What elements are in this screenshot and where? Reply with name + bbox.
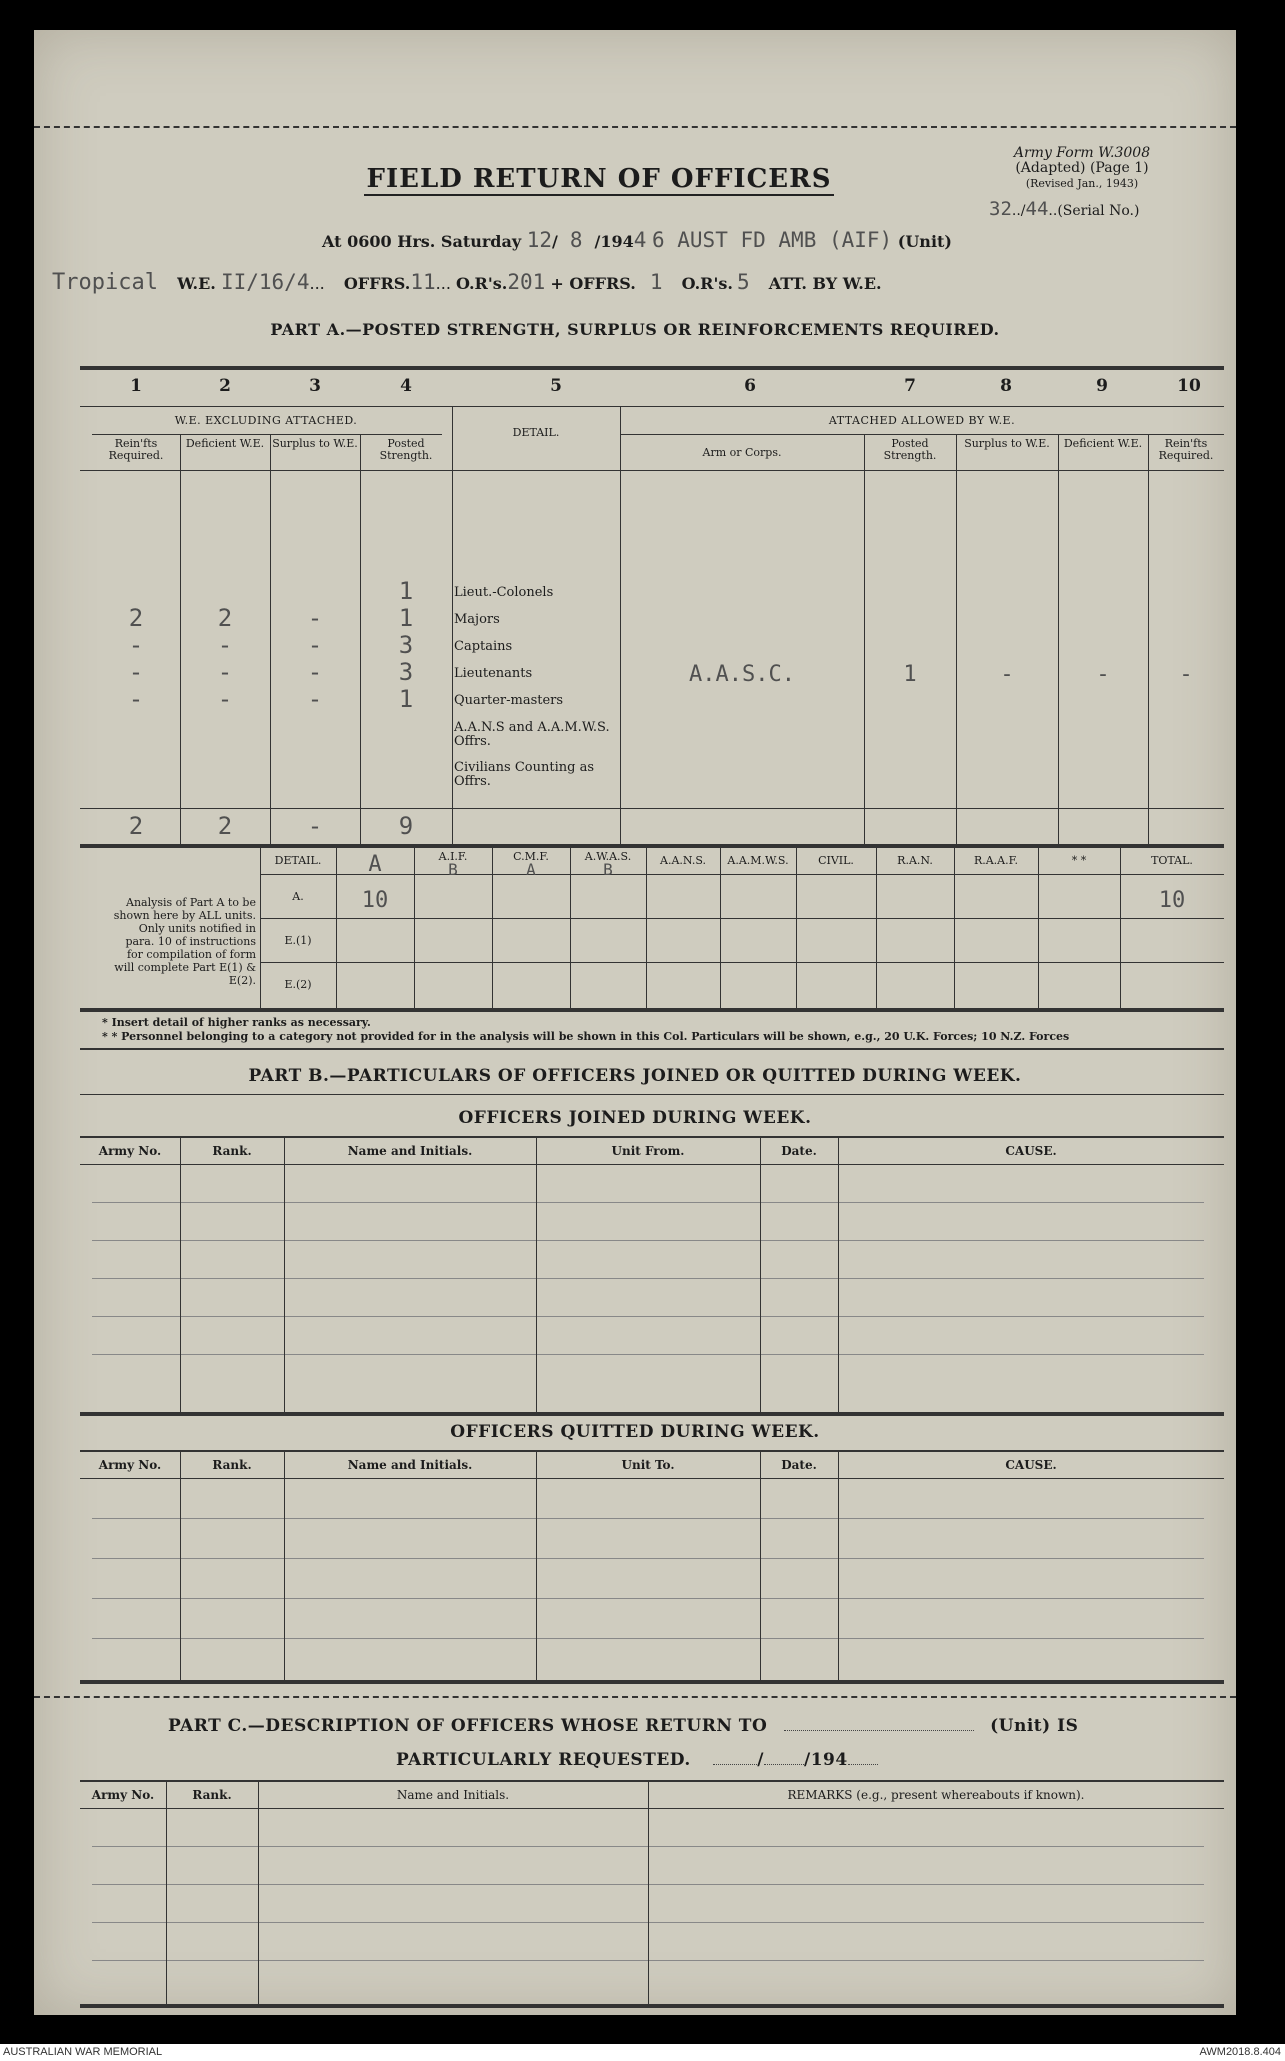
quitted-col-rank: Rank. — [212, 1458, 252, 1472]
joined-col-army-no: Army No. — [98, 1144, 162, 1158]
header-reinf: Rein'fts Required. — [108, 437, 164, 462]
year-digit: 4 — [633, 228, 647, 252]
part-c-day-blank — [713, 1764, 757, 1765]
analysis-col-cmf: C.M.F. — [513, 850, 549, 863]
part-c-col-army-no: Army No. — [91, 1788, 155, 1802]
tropical-stamp: Tropical — [52, 270, 158, 295]
archive-source: AUSTRALIAN WAR MEMORIAL — [3, 2046, 163, 2058]
cell-reinf: - — [128, 685, 144, 713]
rank-captains: Captains — [454, 639, 513, 654]
analysis-handwritten-a: A — [526, 860, 536, 879]
col-num-5: 5 — [550, 376, 562, 396]
part-a-heading: PART A.—POSTED STRENGTH, SURPLUS OR REINFORCEMENTS REQUIRED. — [270, 320, 1000, 339]
rank-quarter-masters: Quarter-masters — [454, 693, 564, 708]
cell-surplus: - — [307, 631, 323, 659]
cell-deficient: 2 — [217, 604, 233, 632]
rank-list — [454, 586, 620, 801]
adapted-note: (Adapted) (Page 1) — [1015, 160, 1149, 176]
row-majors — [80, 605, 452, 632]
joined-col-unit-from: Unit From. — [611, 1144, 685, 1158]
plus-offrs-label: + OFFRS. — [550, 274, 636, 293]
header-arm-corps: Arm or Corps. — [702, 446, 782, 459]
attached-reinf: - — [1179, 662, 1193, 687]
col-num-1: 1 — [130, 376, 142, 396]
analysis-col-aif: A.I.F. — [438, 850, 468, 863]
rank-lieutenants: Lieutenants — [454, 666, 533, 681]
column-numbers — [80, 376, 1224, 396]
analysis-col-aans: A.A.N.S. — [660, 854, 706, 867]
cell-surplus: - — [307, 658, 323, 686]
header-posted: Posted Strength. — [379, 437, 433, 462]
date-line: At 0600 Hrs. Saturday 12/ 8 /1944 6 AUST FD AMB (AIF) (Unit) — [322, 228, 952, 252]
col-num-3: 3 — [309, 376, 321, 396]
part-a-values — [80, 578, 452, 713]
part-c-line-1 — [168, 1716, 1078, 1736]
header-att-surplus: Surplus to W.E. — [964, 437, 1050, 450]
analysis-table — [80, 846, 1224, 1016]
cell-surplus: - — [307, 604, 323, 632]
attached-deficient: - — [1096, 662, 1110, 687]
part-c-cut-line — [34, 1696, 1236, 1698]
joined-heading: OFFICERS JOINED DURING WEEK. — [458, 1108, 812, 1128]
quitted-heading: OFFICERS QUITTED DURING WEEK. — [450, 1422, 820, 1442]
analysis-row-e2: E.(2) — [284, 978, 312, 991]
group-we-excluding: W.E. EXCLUDING ATTACHED. — [174, 414, 358, 427]
col-num-7: 7 — [904, 376, 916, 396]
detail-header: DETAIL. — [512, 426, 560, 439]
cell-surplus: - — [307, 685, 323, 713]
joined-table — [80, 1136, 1224, 1416]
quitted-col-army-no: Army No. — [98, 1458, 162, 1472]
col-num-10: 10 — [1177, 376, 1201, 396]
row-lieut-colonels — [80, 578, 452, 605]
unit-label: (Unit) — [897, 232, 952, 251]
footnote-1: * Insert detail of higher ranks as necessary. — [102, 1016, 371, 1029]
part-c-table — [80, 1780, 1224, 2010]
part-c-month-blank — [764, 1764, 804, 1765]
we-value: II/16/4 — [220, 270, 310, 294]
part-c-title: PART C.—DESCRIPTION OF OFFICERS WHOSE RETURN TO — [168, 1716, 768, 1736]
attached-arm: A.A.S.C. — [689, 662, 795, 687]
at-label: At 0600 Hrs. Saturday — [322, 232, 522, 251]
rank-civilians: Civilians Counting as Offrs. — [454, 760, 594, 789]
cell-reinf: 2 — [128, 604, 144, 632]
rank-majors: Majors — [454, 612, 500, 627]
joined-col-rank: Rank. — [212, 1144, 252, 1158]
analysis-a-total: 10 — [1158, 888, 1186, 913]
total-reinf: 2 — [128, 812, 144, 840]
total-deficient: 2 — [217, 812, 233, 840]
analysis-a-value: 10 — [361, 888, 389, 913]
col-num-6: 6 — [744, 376, 756, 396]
army-form-number: Army Form W.3008 — [1013, 145, 1151, 161]
att-label: ATT. BY W.E. — [768, 274, 882, 293]
cell-posted: 1 — [398, 577, 414, 605]
col-num-8: 8 — [1000, 376, 1012, 396]
ors-value: 201 — [507, 270, 546, 294]
header-surplus: Surplus to W.E. — [272, 437, 358, 450]
analysis-col-civil: CIVIL. — [818, 854, 854, 867]
quitted-col-unit-to: Unit To. — [621, 1458, 675, 1472]
analysis-col-other: * * — [1071, 854, 1087, 867]
part-c-col-name: Name and Initials. — [396, 1788, 510, 1802]
date-day: 12 — [526, 228, 552, 252]
serial-num: 32 — [989, 198, 1012, 220]
analysis-col-ran: R.A.N. — [897, 854, 933, 867]
serial-year: 44 — [1025, 198, 1049, 220]
archive-caption-bar — [0, 2044, 1285, 2061]
part-c-unit-blank — [784, 1730, 974, 1731]
ors-label: O.R's. — [455, 274, 508, 293]
analysis-handwritten-b: B — [448, 860, 458, 879]
offrs-value: 11 — [410, 270, 436, 294]
analysis-col-aamws: A.A.M.W.S. — [727, 854, 789, 867]
unit-name: 6 AUST FD AMB (AIF) — [651, 228, 893, 252]
part-c-year-blank — [848, 1764, 878, 1765]
att-ors-label: O.R's. — [681, 274, 733, 293]
date-month: 8 — [569, 228, 583, 252]
joined-col-date: Date. — [781, 1144, 817, 1158]
part-a-table — [80, 366, 1224, 846]
cell-posted: 1 — [398, 685, 414, 713]
col-num-2: 2 — [219, 376, 231, 396]
serial-number: 32../44..(Serial No.) — [989, 198, 1140, 220]
row-quarter-masters — [80, 686, 452, 713]
footnote-2: * * Personnel belonging to a category not provided for in the analysis will be shown in this Col. Particulars will be shown, e.g., 20 U.K. Forces; 10 N.Z. Forces — [102, 1030, 1070, 1043]
col-num-4: 4 — [400, 376, 412, 396]
part-c-col-rank: Rank. — [192, 1788, 232, 1802]
quitted-col-name: Name and Initials. — [347, 1458, 473, 1472]
part-c-year-label: /194 — [803, 1750, 848, 1770]
cell-posted: 3 — [398, 631, 414, 659]
we-line: Tropical W.E. II/16/4... OFFRS.11... O.R's.201 + OFFRS. 1 O.R's. 5 ATT. BY W.E. — [52, 270, 882, 295]
analysis-col-awas: A.W.A.S. — [584, 850, 632, 863]
row-lieutenants — [80, 659, 452, 686]
joined-col-name: Name and Initials. — [347, 1144, 473, 1158]
rank-lieut-colonels: Lieut.-Colonels — [454, 585, 554, 600]
attached-surplus: - — [1000, 662, 1014, 687]
form-id-block — [982, 146, 1182, 191]
group-attached: ATTACHED ALLOWED BY W.E. — [828, 414, 1016, 427]
part-c-requested: PARTICULARLY REQUESTED. — [396, 1750, 691, 1770]
analysis-note: Analysis of Part A to be shown here by ALL units. Only units notified in para. 10 of instructions for compilation of form will complete Part E(1) & E(2). — [113, 896, 256, 987]
cell-reinf: - — [128, 631, 144, 659]
total-surplus: - — [307, 812, 323, 840]
total-posted: 9 — [398, 812, 414, 840]
header-att-reinf: Rein'fts Required. — [1158, 437, 1214, 462]
part-c-line-2: PARTICULARLY REQUESTED. / /194 — [396, 1750, 878, 1770]
header-att-posted: Posted Strength. — [883, 437, 937, 462]
header-att-deficient: Deficient W.E. — [1063, 437, 1143, 450]
cell-posted: 1 — [398, 604, 414, 632]
header-deficient: Deficient W.E. — [185, 437, 265, 450]
part-c-unit-is: (Unit) IS — [990, 1716, 1079, 1736]
analysis-col-raaf: R.A.A.F. — [973, 854, 1019, 867]
analysis-row-a: A. — [292, 890, 304, 903]
form-sheet — [34, 30, 1236, 2015]
analysis-handwritten-b2: B — [603, 860, 613, 879]
analysis-col-total: TOTAL. — [1151, 854, 1193, 867]
quitted-col-cause: CAUSE. — [1005, 1458, 1057, 1472]
cell-posted: 3 — [398, 658, 414, 686]
att-offrs-value: 1 — [649, 270, 663, 294]
top-cut-line — [34, 126, 1236, 128]
we-label: W.E. — [177, 274, 216, 293]
revised-note: (Revised Jan., 1943) — [1025, 177, 1139, 190]
year-prefix: /194 — [594, 232, 634, 251]
analysis-col-a-handwritten: A — [368, 852, 382, 877]
cell-reinf: - — [128, 658, 144, 686]
row-captains — [80, 632, 452, 659]
cell-deficient: - — [217, 658, 233, 686]
quitted-col-date: Date. — [781, 1458, 817, 1472]
rank-aans: A.A.N.S and A.A.M.W.S. Offrs. — [454, 720, 610, 749]
form-title: FIELD RETURN OF OFFICERS — [364, 164, 834, 196]
part-c-col-remarks: REMARKS (e.g., present whereabouts if known). — [787, 1788, 1085, 1802]
col-num-9: 9 — [1096, 376, 1108, 396]
archive-id: AWM2018.8.404 — [1199, 2046, 1281, 2058]
cell-deficient: - — [217, 631, 233, 659]
footnotes — [102, 1016, 1232, 1044]
quitted-table — [80, 1450, 1224, 1684]
att-ors-value: 5 — [736, 270, 750, 294]
cell-deficient: - — [217, 685, 233, 713]
attached-posted: 1 — [903, 662, 917, 687]
part-b-heading: PART B.—PARTICULARS OF OFFICERS JOINED OR QUITTED DURING WEEK. — [248, 1066, 1022, 1086]
joined-col-cause: CAUSE. — [1005, 1144, 1057, 1158]
analysis-row-e1: E.(1) — [284, 934, 312, 947]
analysis-col-detail: DETAIL. — [274, 854, 322, 867]
offrs-label: OFFRS. — [343, 274, 411, 293]
serial-label: (Serial No.) — [1057, 203, 1140, 219]
